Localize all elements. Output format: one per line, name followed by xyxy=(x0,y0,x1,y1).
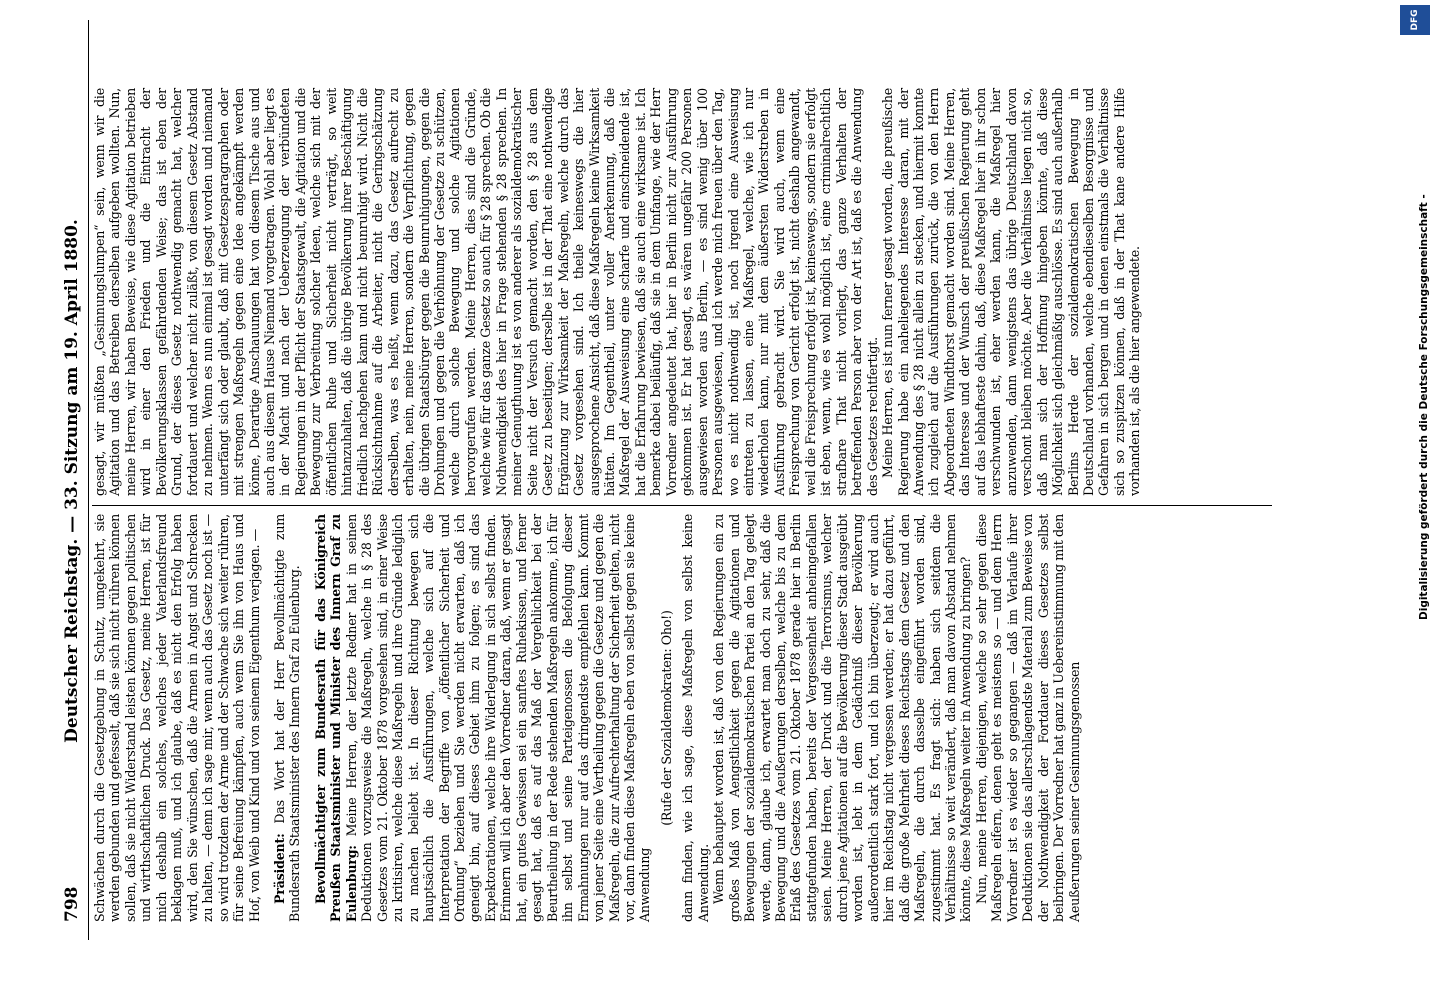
paragraph: Schwächen durch die Gesetzgebung in Schutz, umgekehrt, sie werden gebunden und gefesselt, daß sie sich nicht rühren können sollen, daß sie nicht Widerstand leisten können gegen politischen und wirthschaftlichen Druck. Das Gesetz, meine Herren, ist für mich deshalb ein solches, welches jeder Vaterlandsfreund beklagen muß, und ich glaube, daß es nicht den Erfolg haben wird, den Sie wünschen, daß die Armen in Angst und Schrecken zu halten, — denn ich sage mir, wenn auch das Gesetz noch ist — so wird trotzdem der Arme und der Schwache sich weiter rühren, für seine Befreiung kämpfen, auch wenn Sie ihn von Haus und Hof, von Weib und Kind und von seinem Eigenthum verjagen. — xyxy=(92,514,262,922)
right-column xyxy=(92,88,1143,496)
left-column xyxy=(92,514,1082,922)
paragraph: Nun, meine Herren, diejenigen, welche so sehr gegen diese Maßregeln eifern, denen geht es meistens so — und dem Herrn Vorredner ist es wieder so gegangen — daß im Verlaufe ihrer Deduktionen sie das allerschlagendste Material zum Beweise von der Nothwendigkeit der Fortdauer dieses Gesetzes selbst beibringen. Der Vorredner hat ganz in Uebereinstimmung mit den Aeußerungen seiner Gesinnungsgenossen xyxy=(973,514,1082,922)
header-rule xyxy=(88,20,89,940)
paragraph: dann finden, wie ich sage, diese Maßregeln von selbst keine Anwendung. xyxy=(680,514,711,922)
digitization-note: Digitalisierung gefördert durch die Deutsche Forschungsgemeinschaft - xyxy=(1418,194,1430,620)
paragraph xyxy=(272,514,303,922)
paragraph-text: Das Wort hat der Herr Bevollmächtigte zum Bundesrath Staatsminister des Innern Graf zu Eulenburg. xyxy=(271,514,303,922)
speaker-label: Präsident: xyxy=(271,833,287,904)
speaker-label: Bevollmächtigter zum Bundesrath für das Königreich Preußen Staatsminister und Minister des Innern Graf zu Eulenburg: xyxy=(312,514,359,922)
paragraph xyxy=(313,514,653,922)
dfg-logo: DFG xyxy=(1400,5,1430,35)
column-divider xyxy=(92,505,1272,506)
paragraph-text: Meine Herren, der letzte Redner hat in seinen Deduktionen vorzugsweise die Maßregeln, welche in § 28 des Gesetzes vom 21. Oktober 1878 vorgesehen sind, in einer Weise zu kritisiren, welche diese Maßregeln und ihre Gründe lediglich zu machen beliebt ist. In dieser Richtung bewegen sich hauptsächlich die Ausführungen, welche sich auf die Interpretation der Begriffe von „öffentlicher Sicherheit und Ordnung“ beziehen und Sie werden nicht erwarten, daß ich geneigt bin, auf dieses Gebiet ihm zu folgen; es sind das Expektorationen, welche ihre Widerlegung in sich selbst finden. Erinnern will ich aber den Vorredner daran, daß, wenn er gesagt hat, ein gutes Gewissen sei ein sanftes Ruhekissen, und ferner gesagt hat, daß es auf das Maß der Vergehlichkeit bei der Beurtheilung in der Rede stehenden Maßregeln ankomme, ich für ihn selbst und seine Parteigenossen die Befolgung dieser Ermahnungen nur auf das dringendste empfehlen kann. Kommt von jener Seite eine Vertheilung gegen die Gesetze und gegen die Maßregeln, die zur Aufrechterhaltung der Sicherheit gelten, nicht vor, dann finden diese Maßregeln eben von selbst gegen sie keine Anwendung xyxy=(343,514,653,922)
paragraph: Wenn behauptet worden ist, daß von den Regierungen ein zu großes Maß von Aengstlichkeit gegen die Agitationen und Bewegungen der sozialdemokratischen Partei an den Tag gelegt werde, dann, glaube ich, erwartet man doch zu sehr, daß die Bewegung und die Aeußerungen derselben, welche bis zu dem Erlaß des Gesetzes vom 21. Oktober 1878 gerade hier in Berlin stattgefunden haben, bereits der Vergessenheit anheimgefallen seien. Meine Herren, der Druck und die Terrorismus, welcher durch jene Agitationen auf die Bevölkerung dieser Stadt ausgeübt worden ist, lebt in dem Gedächtniß dieser Bevölkerung außerordentlich stark fort, und ich bin überzeugt; er wird auch hier im Reichstag nicht vergessen werden; er hat dazu geführt, daß die große Mehrheit dieses Reichstags dem Gesetz und den Maßregeln, die durch dasselbe eingeführt worden sind, zugestimmt hat. Es fragt sich: haben sich seitdem die Verhältnisse so weit verändert, daß man davon Abstand nehmen könnte, diese Maßregeln weiter in Anwendung zu bringen? xyxy=(711,514,974,922)
publication-title: Deutscher Reichstag. — 33. Sitzung am 19. April 1880. xyxy=(62,219,82,743)
interjection: (Rufe der Sozialdemokraten: Oho!) xyxy=(658,610,674,826)
paragraph: gesagt, wir müßten „Gesinnungslumpen“ sein, wenn wir die Agitation und das Betreiben derselben aufgeben wollten. Nun, meine Herren, wir haben Beweise, wie diese Agitation betrieben wird in einer den Frieden und die Eintracht der Bevölkerungsklassen gefährdenden Weise; das ist eben der Grund, der dieses Gesetz nothwendig gemacht hat, welcher fortdauert und welcher nicht zuläßt, von diesem Gesetz Abstand zu nehmen. Wenn es nun einmal ist gesagt worden und niemand unterfängt sich oder glaubt, daß mit Gesetzesparagraphen oder mit strengen Maßregeln gegen eine Idee angekämpft werden könne, Derartige Anschauungen hat von diesem Tische aus und auch aus diesem Hause Niemand vorgetragen. Wohl aber liegt es in der Macht und nach der Ueberzeugung der verbündeten Regierungen in der Pflicht der Staatsgewalt, die Agitation und die Bewegung zur Verbreitung solcher Ideen, welche sich mit der öffentlichen Ruhe und Sicherheit nicht verträgt, so weit hintanzuhalten, daß die übrige Bevölkerung ihrer Beschäftigung friedlich nachgehen kann und nicht beunruhigt wird. Nicht die Rücksichtnahme auf die Arbeiter, nicht die Geringschätzung derselben, was es heißt, wenn dazu, das Gesetz aufrecht zu erhalten, nein, meine Herren, sondern die Verpflichtung, gegen die übrigen Staatsbürger gegen die Beunruhigungen, gegen die Drohungen und gegen die Verhöhnung der Gesetze zu schützen, welche durch solche Bewegung und solche Agitationen hervorgerufen werden. Meine Herren, dies sind die Gründe, welche wie für das ganze Gesetz so auch für § 28 sprechen. Ob die Nothwendigkeit des hier in Frage stehenden § 28 sprechen. In meiner Genugthuung ist es von anderer als sozialdemokratischer Seite nicht der Versuch gemacht worden, den § 28 aus dem Gesetz zu beseitigen; derselbe ist in der That eine nothwendige Ergänzung zur Wirksamkeit der Maßregeln, welche durch das Gesetz vorgesehen sind. Ich theile keineswegs die hier ausgesprochene Ansicht, daß diese Maßregeln keine Wirksamkeit hätten. Im Gegentheil, unter voller Anerkennung, daß die Maßregel der Ausweisung eine scharfe und einschneidende ist, hat die Erfahrung bewiesen, daß sie auch eine wirksame ist. Ich bemerke dabei beiläufig, daß sie in dem Umfange, wie der Herr Vorredner angedeutet hat, hier in Berlin nicht zur Ausführung gekommen ist. Er hat gesagt, es wären ungefähr 200 Personen ausgewiesen worden aus Berlin, — es sind wenig über 100 Personen ausgewiesen, und ich werde mich freuen über den Tag, wo es nicht nothwendig ist, noch irgend eine Ausweisung eintreten zu lassen, eine Maßregel, welche, wie ich nur wiederholen kann, nur mit dem äußersten Widerstreben in Ausführung gebracht wird. Sie wird auch, wenn eine Freisprechung von Gericht erfolgt ist, nicht deshalb angewandt, weil die Freisprechung erfolgt ist, keineswegs, sondern sie erfolgt ist eben, wenn, wie es wohl möglich ist, eine criminalrechtlich strafbare That nicht vorliegt, das ganze Verhalten der betreffenden Person aber von der Art ist, daß es die Anwendung des Gesetzes rechtfertigt. xyxy=(92,88,880,496)
page-number: 798 xyxy=(62,886,82,922)
running-head xyxy=(58,40,88,922)
paragraph: Meine Herren, es ist nun ferner gesagt worden, die preußische Regierung habe ein naheliegendes Interesse daran, mit der Anwendung des § 28 nicht allein zu stecken, und hiermit konnte ich zugleich auf die Ausführungen zurück, die von den Herrn Abgeordneten Windthorst gemacht worden sind. Meine Herren, das Interesse und der Wunsch der preußischen Regierung geht auf das lebhafteste dahin, daß, diese Maßregel hier in ihr schon verschwunden ist, eher werden kann, die Maßregel hier anzuwenden, dann wenigstens das übrige Deutschland davon verschont bleiben möchte. Aber die Verhältnisse liegen nicht so, daß man sich der Hoffnung hingeben könnte, daß diese Möglichkeit sich gleichmäßig auschlösse. Es sind auch außerhalb Berlins Herde der sozialdemokratischen Bewegung in Deutschland vorhanden, welche ebendieselben Besorgnisse und Gefahren in sich bergen und in denen einstmals die Verhältnisse sich so zuspitzen können, daß in der That kane andere Hilfe vorhanden ist, als die hier angewendete. xyxy=(880,88,1143,496)
